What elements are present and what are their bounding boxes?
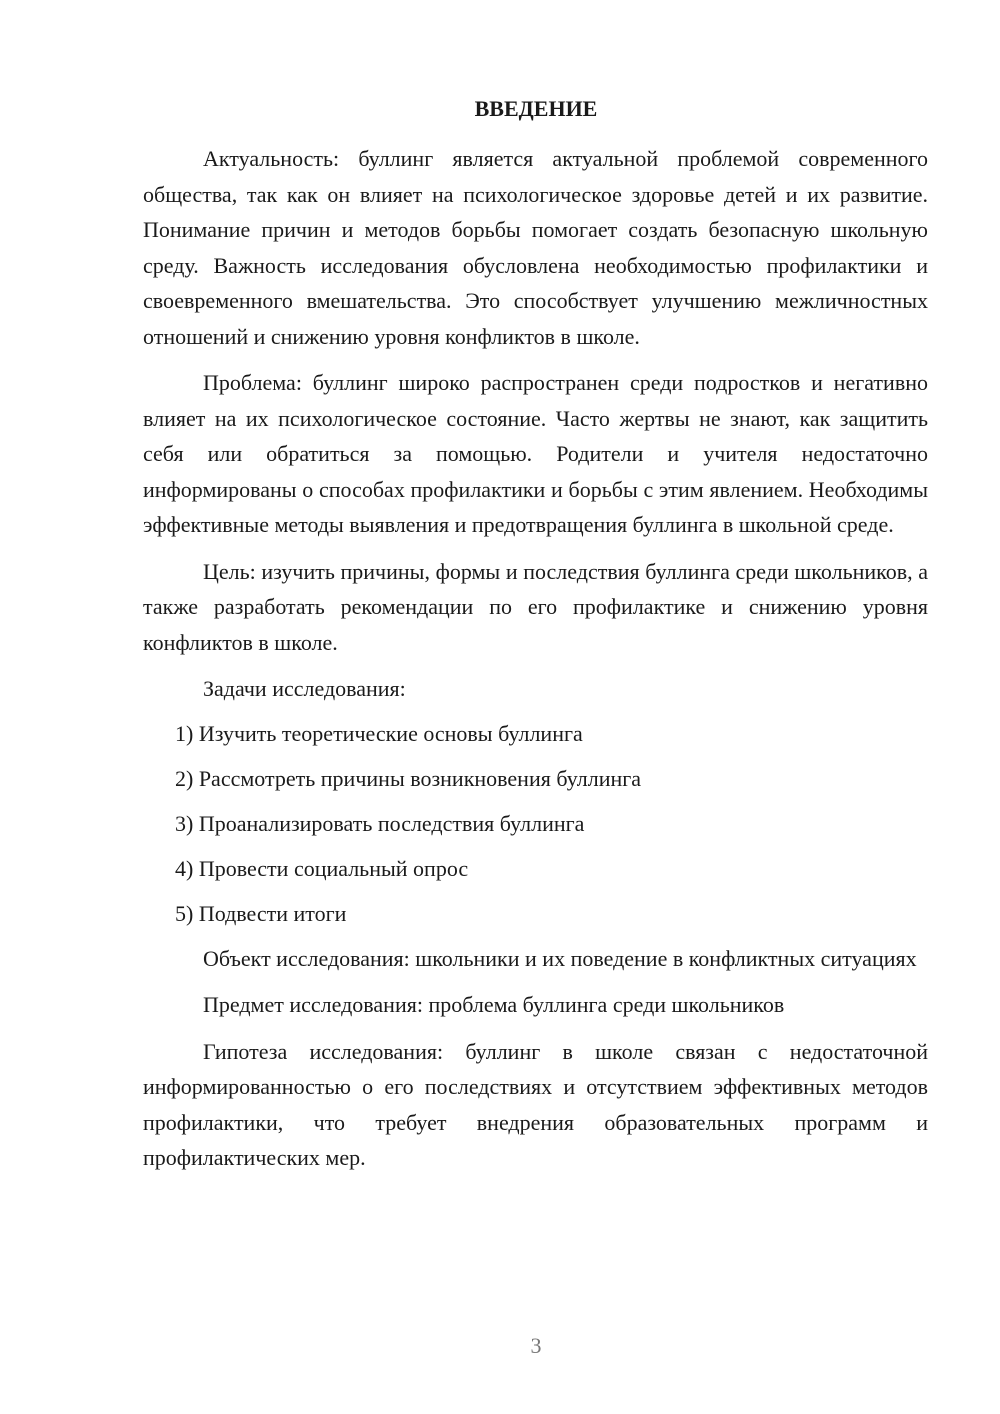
list-item: 5) Подвести итоги — [175, 900, 347, 926]
tasks-heading: Задачи исследования: — [203, 676, 406, 701]
goal-paragraph: Цель: изучить причины, формы и последствия буллинга среди школьников, а также разработать рекомендации по его профилактике и снижению уровня конфликтов в школе. — [143, 558, 928, 655]
subject-paragraph: Предмет исследования: проблема буллинга среди школьников — [203, 992, 785, 1017]
document-body — [143, 141, 928, 1187]
list-item: 3) Проанализировать последствия буллинга — [175, 810, 585, 836]
page-title: ВВЕДЕНИЕ — [474, 96, 598, 121]
list-item: 2) Рассмотреть причины возникновения буллинга — [175, 765, 642, 791]
tasks-list — [143, 716, 928, 932]
list-item: 1) Изучить теоретические основы буллинга — [175, 720, 583, 746]
page-number: 3 — [530, 1333, 542, 1358]
relevance-paragraph: Актуальность: буллинг является актуальной проблемой современного общества, так как он влияет на психологическое здоровье детей и их развитие. Понимание причин и методов борьбы помогает создать безопасную школьную среду. Важность исследования обусловлена необходимостью профилактики и своевременного вмешательства. Это способствует улучшению межличностных отношений и снижению уровня конфликтов в школе. — [143, 146, 928, 349]
object-paragraph: Объект исследования: школьники и их поведение в конфликтных ситуациях — [203, 945, 917, 971]
hypothesis-paragraph: Гипотеза исследования: буллинг в школе связан с недостаточной информированностью о его последствиях и отсутствием эффективных методов профилактики, что требует внедрения образовательных программ и профилактических мер. — [143, 1038, 928, 1170]
list-item: 4) Провести социальный опрос — [175, 855, 469, 881]
problem-paragraph: Проблема: буллинг широко распространен среди подростков и негативно влияет на их психологическое состояние. Часто жертвы не знают, как защитить себя или обратиться за помощью. Родители и учителя недостаточно информированы о способах профилактики и борьбы с этим явлением. Необходимы эффективные методы выявления и предотвращения буллинга в школьной среде. — [143, 370, 928, 537]
